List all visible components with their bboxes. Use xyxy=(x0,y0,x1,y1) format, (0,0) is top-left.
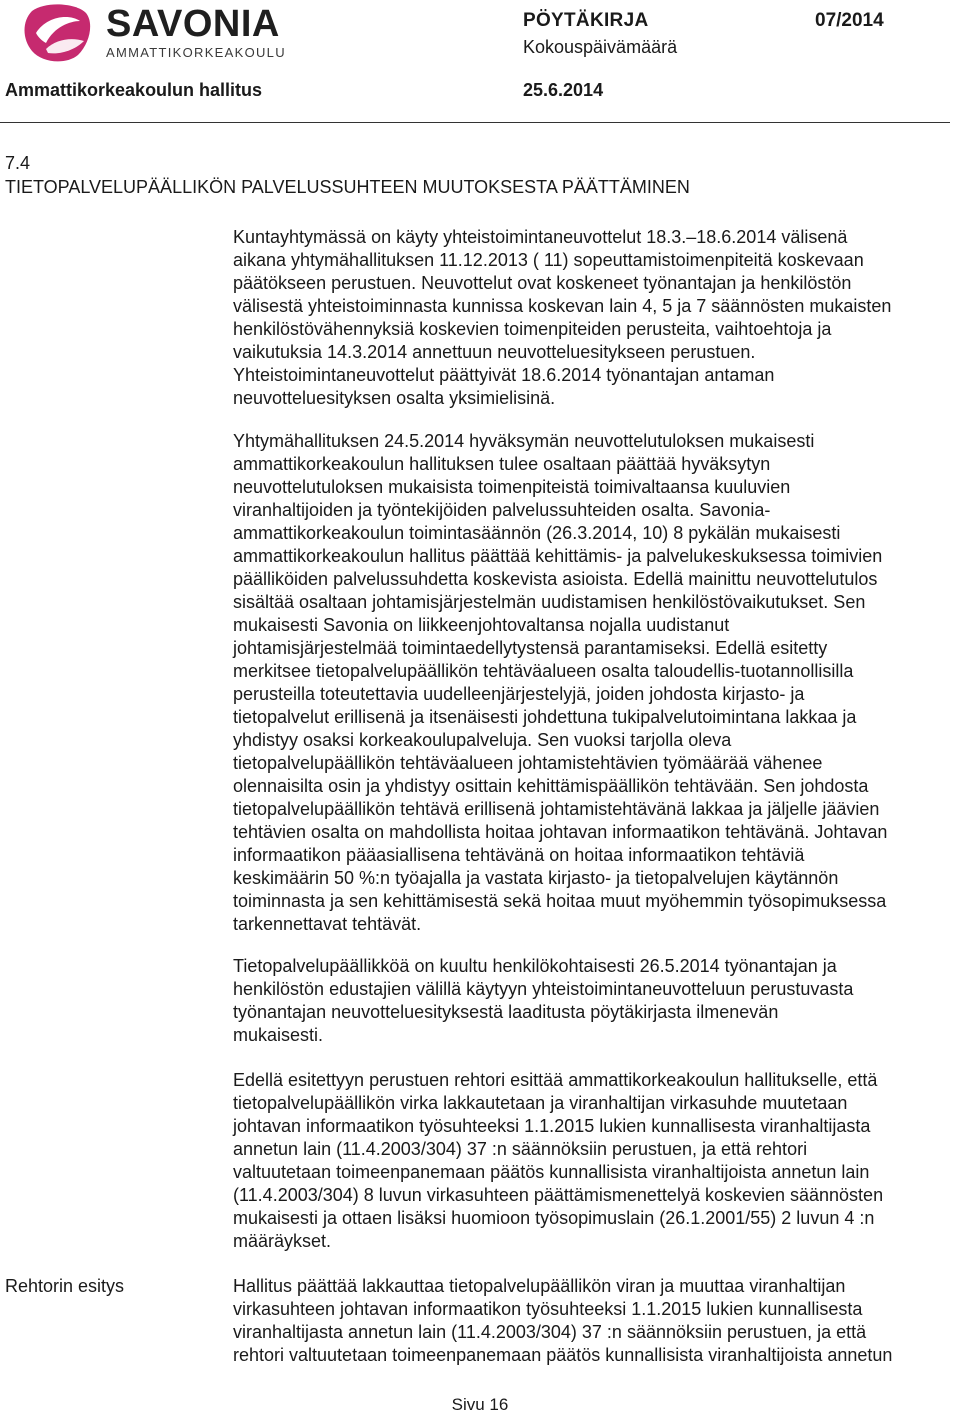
document-number: 07/2014 xyxy=(815,10,884,31)
savonia-logo-icon xyxy=(24,3,94,65)
header-divider xyxy=(0,122,950,123)
section-number: 7.4 xyxy=(5,153,31,173)
section-title: TIETOPALVELUPÄÄLLIKÖN PALVELUSSUHTEEN MUUTOKSESTA PÄÄTTÄMINEN xyxy=(5,177,690,197)
meeting-date: 25.6.2014 xyxy=(523,80,604,100)
logo-wordmark: SAVONIA xyxy=(106,3,280,45)
page-number: Sivu 16 xyxy=(451,1395,509,1414)
rector-proposal-label: Rehtorin esitys xyxy=(5,1276,125,1296)
logo-subtitle: AMMATTIKORKEAKOULU xyxy=(106,45,286,60)
meeting-date-label: Kokouspäivämäärä xyxy=(523,37,678,57)
paragraph-rector-proposal: Edellä esitettyyn perustuen rehtori esittää ammattikorkeakoulun hallitukselle, että tietopalvelupäällikön virka lakkautetaan ja viranhaltijan virkasuhde muutetaan johtavan informaatikon työsuhteeksi 1.1.2015 lukien kunnallisesta viranhaltijasta annetun lain (11.4.2003/304) 37 :n säännöksiin perustuen, ja että rehtori valtuutetaan toimeenpanemaan päätös kunnallisista viranhaltijoista annetun lain (11.4.2003/304) 8 luvun virkasuhteen päättämismenettelyä koskevien säännösten mukaisesti ja ottaen lisäksi huomioon työsopimuslain (26.1.2001/55) 2 luvun 4 :n määräykset. xyxy=(233,1070,884,1251)
document-type: PÖYTÄKIRJA xyxy=(523,10,649,31)
paragraph-hearing: Tietopalvelupäällikköä on kuultu henkilökohtaisesti 26.5.2014 työnantajan ja henkilöstön edustajien välillä käytyyn yhteistoimintaneuvotteluun perustuvasta työnantajan neuvotteluesityksestä laaditusta pöytäkirjasta ilmenevän mukaisesti. xyxy=(233,956,854,1045)
board-name: Ammattikorkeakoulun hallitus xyxy=(5,80,263,100)
paragraph-board-decision: Hallitus päättää lakkauttaa tietopalvelupäällikön viran ja muuttaa viranhaltijan virkasuhteen johtavan informaatikon työsuhteeksi 1.1.2015 lukien kunnallisesta viranhaltijasta annetun lain (11.4.2003/304) 37 :n säännöksiin perustuen, ja että rehtori valtuutetaan toimeenpanemaan päätös kunnallisista viranhaltijoista annetun xyxy=(233,1276,893,1365)
paragraph-decision-basis: Yhtymähallituksen 24.5.2014 hyväksymän neuvottelutuloksen mukaisesti ammattikorkeakoulun hallituksen tulee osaltaan päättää hyväksytyn neuvottelutuloksen mukaisista toimenpiteistä toimivaltaansa kuuluvien viranhaltijoiden ja työntekijöiden palvelussuhteiden osalta. Savonia- ammattikorkeakoulun toimintasäännön (26.3.2014, 10) 8 pykälän mukaisesti ammattikorkeakoulun hallitus päättää kehittämis- ja palvelukeskuksessa toimivien päälliköiden palvelussuhdetta koskevista asioista. Edellä mainittu neuvottelutulos sisältää osaltaan johtamisjärjestelmän uudistamisen henkilöstövaikutukset. Sen mukaisesti Savonia on liikkeenjohtovaltansa nojalla uudistanut johtamisjärjestelmää toimintaedellytystensä parantamiseksi. Edellä esitetty merkitsee tietopalvelupäällikön tehtäväalueen osalta taloudellis-tuotannollisilla perusteilla toteutettavia uudelleenjärjestelyjä, joiden johdosta kirjasto- ja tietopalvelut erillisenä ja itsenäisesti johdettuna tukipalvelutoimintana lakkaa ja yhdistyy osaksi korkeakoulupalveluja. Sen vuoksi tarjolla oleva tietopalvelupäällikön tehtäväalueen johtamistehtävien työmäärää vähenee olennaisilta osin ja yhdistyy osittain kehittämispäällikön tehtävään. Sen johdosta tietopalvelupäällikön tehtävä erillisenä johtamistehtävänä lakkaa ja jäljelle jäävien tehtävien osalta on mahdollista hoitaa johtavan informaatikon tehtävänä. Johtavan informaatikon pääasiallisena tehtävänä on hoitaa informaatikon tehtäviä keskimäärin 50 %:n työajalla ja vastata kirjasto- ja tietopalvelujen käytännön toiminnasta ja sen kehittämisestä sekä hoitaa muut myöhemmin työsopimuksessa tarkennettavat tehtävät. xyxy=(233,431,888,934)
paragraph-negotiations: Kuntayhtymässä on käyty yhteistoimintaneuvottelut 18.3.–18.6.2014 välisenä aikana yhtymähallituksen 11.12.2013 ( 11) sopeuttamistoimenpiteitä koskevaan päätökseen perustuen. Neuvottelut ovat koskeneet työnantajan ja henkilöstön välisestä yhteistoiminnasta kunnissa koskevan lain 4, 5 ja 7 säännösten mukaisten henkilöstövähennyksiä koskevien toimenpiteiden perusteita, vaihtoehtoja ja vaikutuksia 14.3.2014 annettuun neuvotteluesitykseen perustuen. Yhteistoimintaneuvottelut päättyivät 18.6.2014 työnantajan antaman neuvotteluesityksen osalta yksimielisinä. xyxy=(233,227,892,408)
